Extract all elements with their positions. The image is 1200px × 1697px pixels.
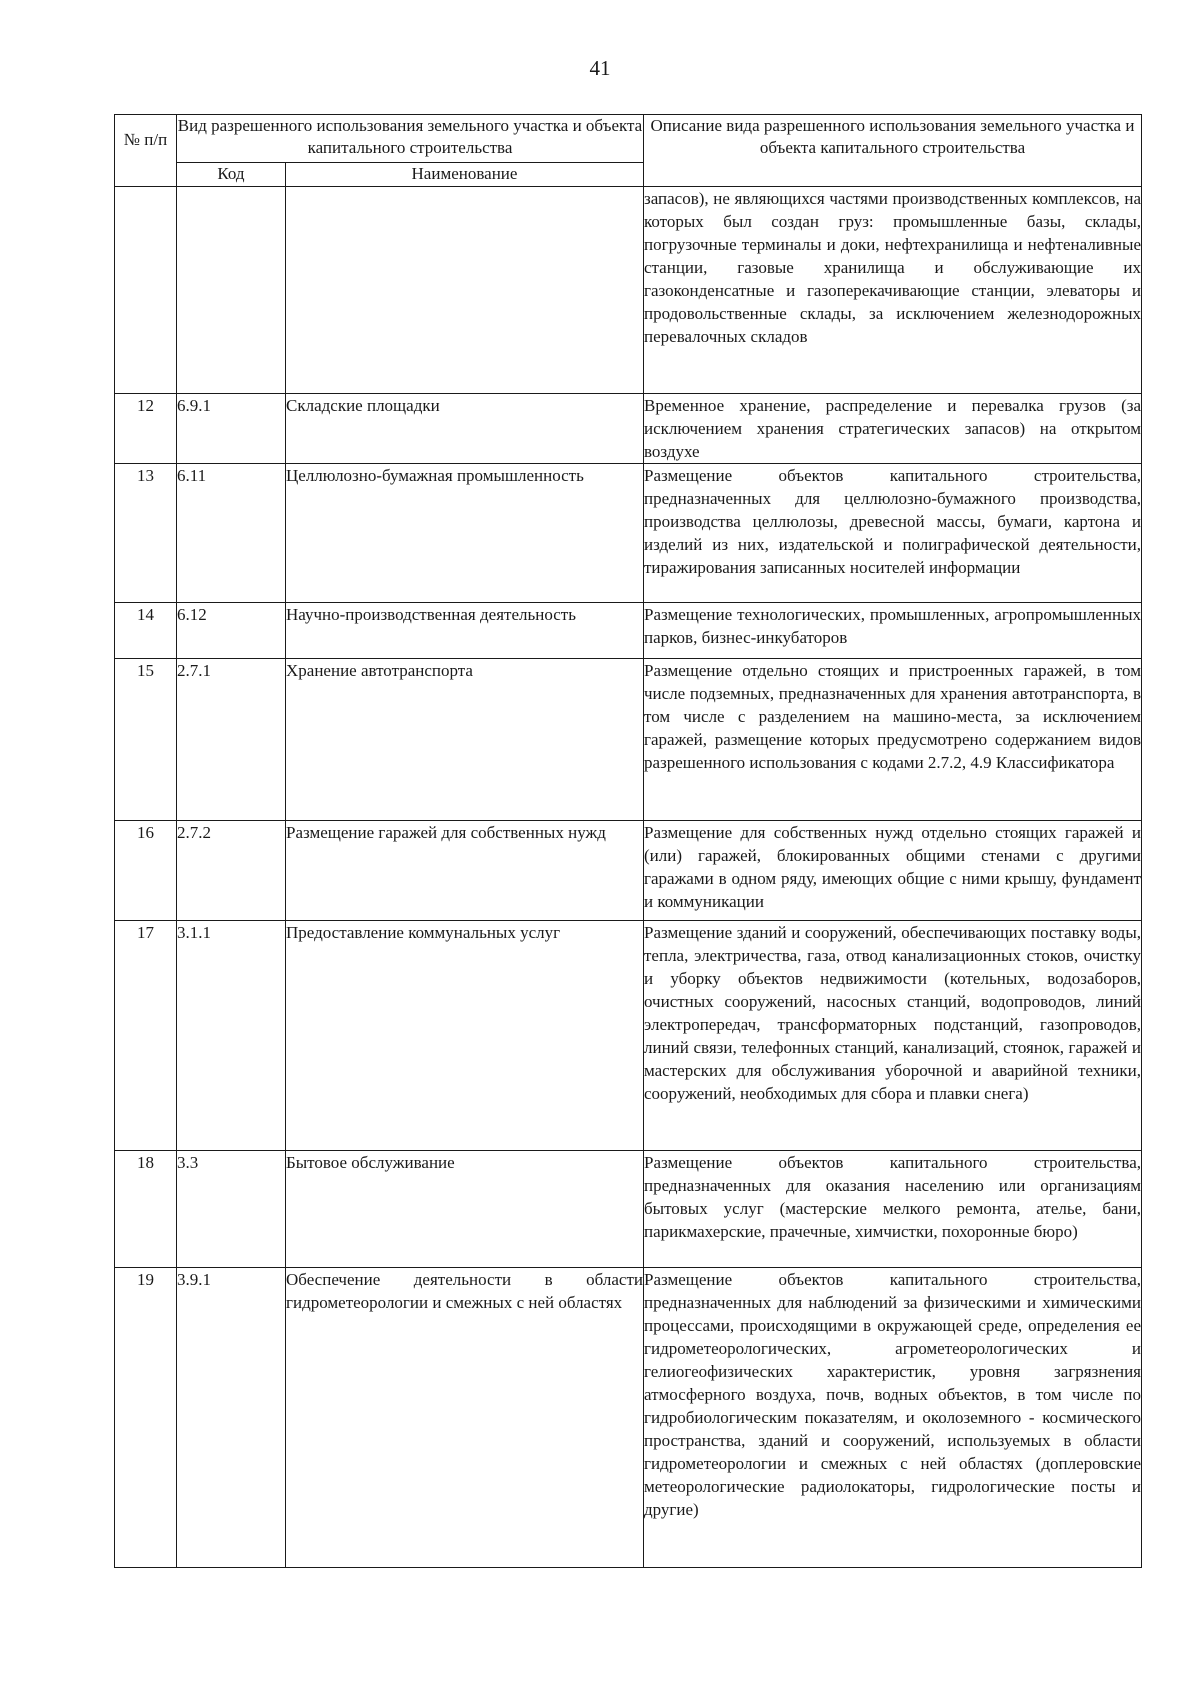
row-num: 17 [115, 921, 177, 1151]
row-code: 6.9.1 [177, 394, 286, 464]
row-num: 16 [115, 821, 177, 921]
row-description: Размещение для собственных нужд отдельно стоящих гаражей и (или) гаражей, блокированных общими стенами с другими гаражами в одном ряду, имеющих общие с ними крышу, фундамент и коммуникации [644, 821, 1142, 921]
row-name: Бытовое обслуживание [286, 1151, 644, 1268]
row-name: Обеспечение деятельности в области гидрометеорологии и смежных с ней областях [286, 1268, 644, 1568]
table-row [115, 1151, 1142, 1268]
table-row [115, 921, 1142, 1151]
row-description: Размещение отдельно стоящих и пристроенных гаражей, в том числе подземных, предназначенных для хранения автотранспорта, в том числе с разделением на машино-места, за исключением гаражей, размещение которых предусмотрено содержанием видов разрешенного использования с кодами 2.7.2, 4.9 Классификатора [644, 659, 1142, 821]
row-name: Хранение автотранспорта [286, 659, 644, 821]
row-num: 15 [115, 659, 177, 821]
table-row [115, 603, 1142, 659]
row-code: 3.1.1 [177, 921, 286, 1151]
row-num: 19 [115, 1268, 177, 1568]
row-name [286, 187, 644, 394]
page-number: 41 [589, 56, 611, 80]
row-num: 14 [115, 603, 177, 659]
table-row [115, 1268, 1142, 1568]
row-num: 13 [115, 464, 177, 603]
land-use-table [114, 114, 1142, 1568]
row-num: 18 [115, 1151, 177, 1268]
row-description: запасов), не являющихся частями производственных комплексов, на которых был создан груз: промышленные базы, склады, погрузочные терминалы и доки, нефтехранилища и нефтеналивные станции, газовые хранилища и обслуживающие их газоконденсатные и газоперекачивающие станции, элеваторы и продовольственные склады, за исключением железнодорожных перевалочных складов [644, 187, 1142, 394]
header-description: Описание вида разрешенного использования земельного участка и объекта капитального строительства [644, 115, 1142, 187]
row-description: Размещение зданий и сооружений, обеспечивающих поставку воды, тепла, электричества, газа, отвод канализационных стоков, очистку и уборку объектов недвижимости (котельных, водозаборов, очистных сооружений, насосных станций, водопроводов, линий электропередач, трансформаторных подстанций, газопроводов, линий связи, телефонных станций, канализаций, стоянок, гаражей и мастерских для обслуживания уборочной и аварийной техники, сооружений, необходимых для сбора и плавки снега) [644, 921, 1142, 1151]
row-name: Целлюлозно-бумажная промышленность [286, 464, 644, 603]
row-description: Временное хранение, распределение и перевалка грузов (за исключением хранения стратегических запасов) на открытом воздухе [644, 394, 1142, 464]
table-row [115, 659, 1142, 821]
row-name: Предоставление коммунальных услуг [286, 921, 644, 1151]
row-code: 2.7.2 [177, 821, 286, 921]
row-code: 3.9.1 [177, 1268, 286, 1568]
table-row [115, 821, 1142, 921]
row-code [177, 187, 286, 394]
row-name: Размещение гаражей для собственных нужд [286, 821, 644, 921]
row-num [115, 187, 177, 394]
row-name: Научно-производственная деятельность [286, 603, 644, 659]
row-code: 3.3 [177, 1151, 286, 1268]
table-row [115, 394, 1142, 464]
row-code: 6.11 [177, 464, 286, 603]
table-row [115, 187, 1142, 394]
row-description: Размещение технологических, промышленных, агропромышленных парков, бизнес-инкубаторов [644, 603, 1142, 659]
row-description: Размещение объектов капитального строительства, предназначенных для оказания населению или организациям бытовых услуг (мастерские мелкого ремонта, ателье, бани, парикмахерские, прачечные, химчистки, похоронные бюро) [644, 1151, 1142, 1268]
header-kind-group: Вид разрешенного использования земельного участка и объекта капитального строительства [177, 115, 644, 163]
table-row [115, 464, 1142, 603]
header-name: Наименование [286, 163, 644, 187]
row-code: 2.7.1 [177, 659, 286, 821]
row-description: Размещение объектов капитального строительства, предназначенных для целлюлозно-бумажного производства, производства целлюлозы, древесной массы, бумаги, картона и изделий из них, издательской и полиграфической деятельности, тиражирования записанных носителей информации [644, 464, 1142, 603]
row-code: 6.12 [177, 603, 286, 659]
row-name: Складские площадки [286, 394, 644, 464]
row-num: 12 [115, 394, 177, 464]
header-code: Код [177, 163, 286, 187]
row-description: Размещение объектов капитального строительства, предназначенных для наблюдений за физическими и химическими процессами, происходящими в окружающей среде, определения ее гидрометеорологических, агрометеорологических и гелиогеофизических характеристик, уровня загрязнения атмосферного воздуха, почв, водных объектов, в том числе по гидробиологическим показателям, и околоземного - космического пространства, зданий и сооружений, используемых в области гидрометеорологии и смежных с ней областях (доплеровские метеорологические радиолокаторы, гидрологические посты и другие) [644, 1268, 1142, 1568]
header-num: № п/п [115, 115, 177, 187]
